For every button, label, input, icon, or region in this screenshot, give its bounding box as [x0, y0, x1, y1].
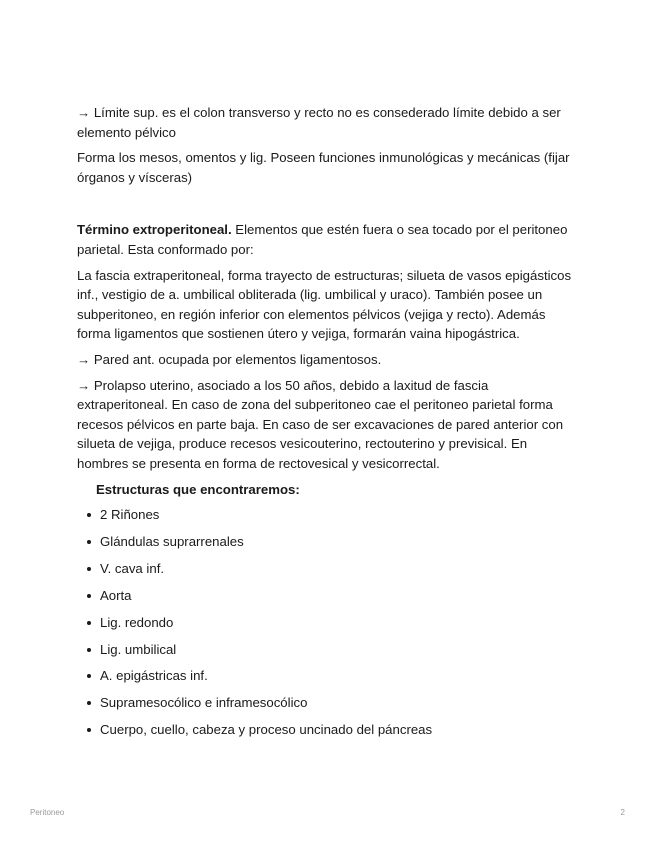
paragraph-pared-anterior: → Pared ant. ocupada por elementos ligamentosos.	[77, 351, 382, 367]
document-body	[77, 103, 581, 747]
list-item: Lig. redondo	[100, 613, 581, 633]
paragraph-mesos-omentos: Forma los mesos, omentos y lig. Poseen funciones inmunológicas y mecánicas (fijar órganos y vísceras)	[77, 150, 570, 185]
term-heading: Término extroperitoneal.	[77, 222, 232, 238]
list-item: Supramesocólico e inframesocólico	[100, 693, 581, 713]
list-item: A. epigástricas inf.	[100, 666, 581, 686]
paragraph-limite-superior: → Límite sup. es el colon transverso y recto no es consederado límite debido a ser elemento pélvico	[77, 105, 561, 140]
footer-title: Peritoneo	[30, 808, 65, 817]
list-item: V. cava inf.	[100, 559, 581, 579]
page-number: 2	[620, 808, 625, 817]
list-item: Glándulas suprarrenales	[100, 532, 581, 552]
structures-subheading: Estructuras que encontraremos:	[96, 481, 300, 497]
paragraph-fascia-extraperitoneal: La fascia extraperitoneal, forma trayecto de estructuras; silueta de vasos epigásticos inf., vestigio de a. umbilical obliterada (lig. umbilical y uraco). También posee un subperitoneo, en región inferior con elementos pélvicos (vejiga y recto). Además forma ligamentos que sostienen útero y vejiga, formarán vaina hipogástrica.	[77, 267, 572, 342]
list-item: 2 Riñones	[100, 505, 581, 525]
term-description: Elementos que estén fuera o sea tocado por el peritoneo parietal. Esta conformado por:	[77, 222, 568, 257]
paragraph-prolapso-uterino: → Prolapso uterino, asociado a los 50 años, debido a laxitud de fascia extraperitoneal. En caso de zona del subperitoneo cae el peritoneo parietal forma recesos pélvicos en parte baja. En caso de ser excavaciones de pared anterior con silueta de vejiga, produce recesos vesicouterino, rectouterino y previsical. En hombres se presenta en forma de rectovesical y vesicorrectal.	[77, 377, 564, 471]
structures-list	[77, 505, 581, 740]
list-item: Cuerpo, cuello, cabeza y proceso uncinado del páncreas	[100, 720, 581, 740]
paragraph-termino-extroperitoneal	[77, 220, 581, 259]
list-item: Aorta	[100, 586, 581, 606]
list-item: Lig. umbilical	[100, 640, 581, 660]
